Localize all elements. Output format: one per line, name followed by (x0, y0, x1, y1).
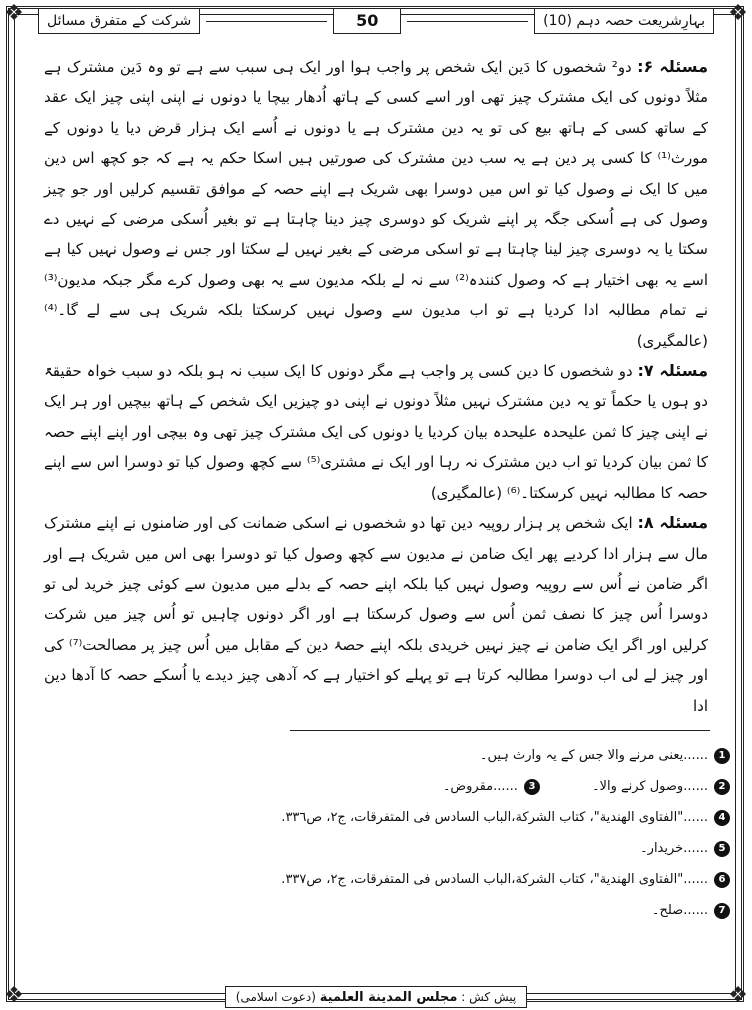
main-text (44, 52, 708, 722)
footnote (44, 740, 730, 771)
footnote-number: 3 (524, 779, 540, 795)
ornament-corner-icon: ❖ (728, 983, 748, 1008)
book-title: بہارِشریعت حصہ دہم (10) (534, 8, 714, 34)
footnotes (44, 740, 730, 926)
page-number: 50 (333, 8, 401, 34)
ornament-corner-icon: ❖ (728, 1, 748, 26)
footnote-number: 1 (714, 748, 730, 764)
masla-label: مسئلہ ۸: (637, 513, 708, 533)
footnote (44, 895, 730, 926)
masla-label: مسئلہ ۶: (637, 57, 708, 76)
ornament-corner-icon: ❖ (4, 983, 24, 1008)
footer-suffix: (دعوت اسلامی) (235, 990, 316, 1004)
footnote-text: ......وصول کرنے والا۔ (591, 779, 708, 794)
paragraph-text: ایک شخص پر ہزار روپیہ دین تھا دو شخصوں نے اسکی ضمانت کی اور ضامنوں نے اپنے مشترک مال سے ہزار ادا کردیے پھر ایک ضامن نے مدیون سے کچھ وصول کیا تو دوسرا بھی اس میں شریک ہے اور اگر ضامن نے اُس سے روپیہ وصول نہیں کیا بلکہ اپنے حصہ کے بدلے میں مدیون سے کوئی چیز خرید لی تو دوسرا اُس چیز کا نصف ثمن اُس سے وصول کرسکتا ہے اور اگر دونوں چاہیں تو اُس چیز میں شرکت کرلیں اور اگر ایک ضامن نے چیز نہیں خریدی بلکہ اپنے حصۂ دین کے مقابل میں اُس چیز پر مصالحت⁽⁷⁾ کی اور چیز لے لی اب دوسرا مطالبہ کرتا ہے تو پہلے کو اختیار ہے کہ آدھی چیز دیدے یا اُسکے حصہ کا آدھا دین ادا (44, 514, 708, 715)
footnote (44, 771, 730, 802)
footnote-text: ......صلح۔ (651, 903, 708, 918)
footnote-text: ......"الفتاوی الهندية"، کتاب الشرکة،الباب السادس فی المتفرقات، ج٢، ص٣٣٦. (281, 810, 708, 825)
masla-label: مسئلہ ۷: (637, 361, 708, 381)
footnote-number: 7 (714, 903, 730, 919)
paragraph-masla-7 (44, 356, 708, 508)
footnote (44, 833, 730, 864)
footnote-number: 2 (714, 779, 730, 795)
page-footer (0, 983, 752, 1008)
paragraph-masla-8 (44, 508, 708, 721)
ornament-corner-icon: ❖ (4, 1, 24, 26)
footnote-text: ......یعنی مرنے والا جس کے یہ وارث ہیں۔ (479, 748, 708, 763)
paragraph-masla-6 (44, 52, 708, 356)
footer-prefix: پیش کش : (461, 990, 517, 1004)
header-divider (206, 21, 327, 22)
footnote-number: 6 (714, 872, 730, 888)
footnote-number: 4 (714, 810, 730, 826)
footnote-number: 5 (714, 841, 730, 857)
footnote (44, 802, 730, 833)
publisher-name: مجلس المدينة العلمية (319, 990, 458, 1005)
footnote-text: ......مقروض۔ (442, 779, 518, 794)
footnote-text: ......"الفتاوی الهندية"، کتاب الشرکة،الباب السادس فی المتفرقات، ج٢، ص٣٣٧. (281, 872, 708, 887)
page-header (38, 6, 714, 36)
header-divider (407, 21, 528, 22)
publisher-box (225, 986, 527, 1008)
footnote (44, 864, 730, 895)
footnote-text: ......خریدار۔ (640, 841, 708, 856)
footnote-divider (290, 730, 710, 731)
paragraph-text: دو شخصوں کا دین کسی پر واجب ہے مگر دونوں کا ایک سبب نہ ہو بلکہ دو سبب خواہ حقیقۃً دو ہوں یا حکماً تو یہ دین مشترک نہیں مثلاً دونوں نے اپنی دو چیزیں ایک شخص کے ہاتھ بیچیں اور ہر ایک نے اپنی چیز کا ثمن علیحدہ علیحدہ بیان کردیا یا دونوں کی ایک مشترک چیز تھی وہ بیچی اور اپنے اپنے حصہ کا ثمن بیان کردیا تو اب دین مشترک نہ رہا اور ایک نے مشتری⁽⁵⁾ سے کچھ وصول کیا تو دوسرا اس سے اپنے حصہ کا مطالبہ نہیں کرسکتا۔⁽⁶⁾ (عالمگیری) (44, 362, 708, 502)
paragraph-text: دو² شخصوں کا دَین ایک شخص پر واجب ہوا اور ایک ہی سبب سے ہے تو وہ دَین مشترک ہے مثلاً دونوں کی ایک مشترک چیز تھی اور اسے کسی کے ہاتھ اُدھار بیچا یا دونوں نے اپنی اپنی چیز ایک عقد کے ساتھ کسی کے ہاتھ بیع کی تو یہ دین مشترک ہے یا دونوں نے اُسے ایک ہزار قرض دیا یا دونوں کے مورث⁽¹⁾ کا کسی پر دین ہے یہ سب دین مشترک کی صورتیں ہیں اسکا حکم یہ ہے کہ جو کچھ اس دین میں کا ایک نے وصول کیا تو اس میں دوسرا بھی شریک ہے اپنے حصہ کے موافق تقسیم کرلیں اور جو چیز وصول کی ہے اُسکی جگہ پر اپنے شریک کو دوسری چیز دینا چاہتا ہے تو بغیر اُسکی مرضی کے نہیں دے سکتا یا یہ دوسری چیز لینا چاہتا ہے تو اسکی مرضی کے بغیر نہیں لے سکتا اور جس نے وصول نہیں کیا ہے اسے یہ بھی اختیار ہے کہ وصول کنندہ⁽²⁾ سے نہ لے بلکہ مدیون سے یہ بھی وصول کرے مگر جبکہ مدیون⁽³⁾ نے تمام مطالبہ ادا کردیا ہے تو اب مدیون سے وصول نہیں کرسکتا بلکہ شریک ہی سے لے گا۔⁽⁴⁾ (عالمگیری) (44, 58, 709, 350)
chapter-title: شرکت کے متفرق مسائل (38, 8, 200, 34)
